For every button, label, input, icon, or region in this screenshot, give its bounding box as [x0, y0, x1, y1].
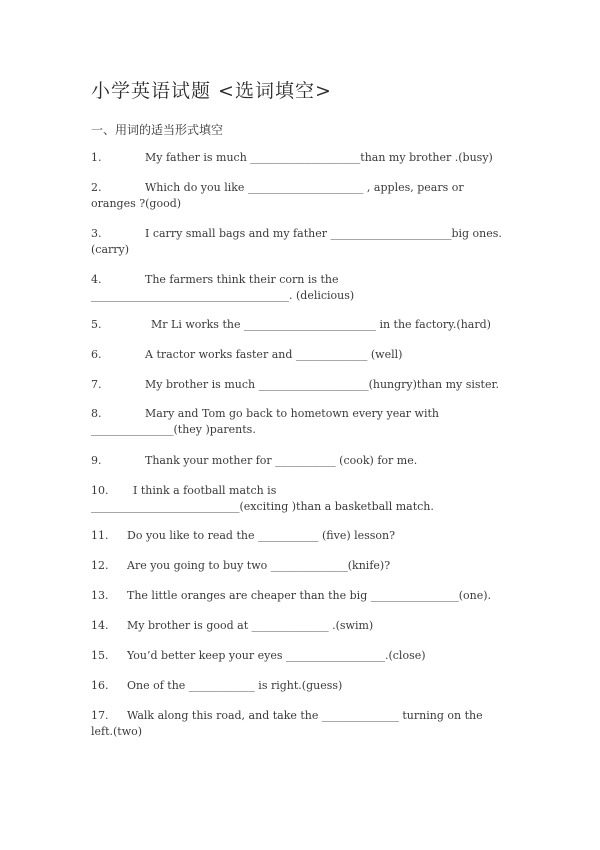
question-text: The little oranges are cheaper than the big ________________(one).	[127, 589, 492, 602]
question-text: You’d better keep your eyes __________________.(close)	[127, 649, 426, 662]
question-item	[91, 272, 511, 304]
question-item	[91, 150, 511, 166]
question-text: My father is much ____________________than my brother .(busy)	[145, 151, 493, 164]
question-number: 7.	[91, 378, 102, 391]
question-item	[91, 618, 511, 634]
question-number: 2.	[91, 181, 102, 194]
question-text: I carry small bags and my father ______________________big ones.	[145, 227, 502, 240]
question-item	[91, 347, 511, 363]
question-text: A tractor works faster and _____________ (well)	[145, 348, 403, 361]
question-text: I think a football match is	[133, 484, 277, 497]
question-text-continued: _______________(they )parents.	[91, 423, 256, 436]
question-item	[91, 406, 511, 438]
question-text-continued: (carry)	[91, 243, 130, 256]
question-text: My brother is good at ______________ .(swim)	[127, 619, 374, 632]
question-number: 14.	[91, 619, 109, 632]
question-item	[91, 558, 511, 574]
question-item	[91, 708, 511, 740]
question-item	[91, 180, 511, 212]
question-number: 10.	[91, 484, 109, 497]
question-text: Do you like to read the ___________ (five) lesson?	[127, 529, 396, 542]
page-title: 小学英语试题 <选词填空>	[91, 80, 332, 102]
question-number: 17.	[91, 709, 109, 722]
question-text: The farmers think their corn is the	[145, 273, 339, 286]
question-item	[91, 588, 511, 604]
question-number: 15.	[91, 649, 109, 662]
question-text-continued: oranges ?(good)	[91, 197, 182, 210]
question-number: 6.	[91, 348, 102, 361]
question-number: 3.	[91, 227, 102, 240]
question-item	[91, 377, 511, 393]
question-number: 9.	[91, 454, 102, 467]
question-text: Are you going to buy two ______________(knife)?	[127, 559, 391, 572]
question-text: My brother is much ____________________(hungry)than my sister.	[145, 378, 500, 391]
question-text: Walk along this road, and take the ______________ turning on the	[127, 709, 483, 722]
question-number: 4.	[91, 273, 102, 286]
question-number: 12.	[91, 559, 109, 572]
question-item	[91, 483, 511, 515]
question-text: Mr Li works the ________________________ in the factory.(hard)	[151, 318, 491, 331]
question-text: One of the ____________ is right.(guess)	[127, 679, 343, 692]
question-text-continued: ____________________________________. (delicious)	[91, 289, 355, 302]
question-item	[91, 678, 511, 694]
question-item	[91, 226, 511, 258]
question-item	[91, 453, 511, 469]
question-item	[91, 317, 511, 333]
question-number: 5.	[91, 318, 102, 331]
question-item	[91, 648, 511, 664]
question-text: Mary and Tom go back to hometown every year with	[145, 407, 439, 420]
question-text: Which do you like _____________________ , apples, pears or	[145, 181, 464, 194]
question-number: 1.	[91, 151, 102, 164]
question-text-continued: ___________________________(exciting )than a basketball match.	[91, 500, 434, 513]
question-text-continued: left.(two)	[91, 725, 143, 738]
section-heading: 一、用词的适当形式填空	[91, 123, 224, 137]
question-number: 8.	[91, 407, 102, 420]
question-number: 11.	[91, 529, 109, 542]
question-number: 13.	[91, 589, 109, 602]
question-item	[91, 528, 511, 544]
question-text: Thank your mother for ___________ (cook) for me.	[145, 454, 418, 467]
question-number: 16.	[91, 679, 109, 692]
